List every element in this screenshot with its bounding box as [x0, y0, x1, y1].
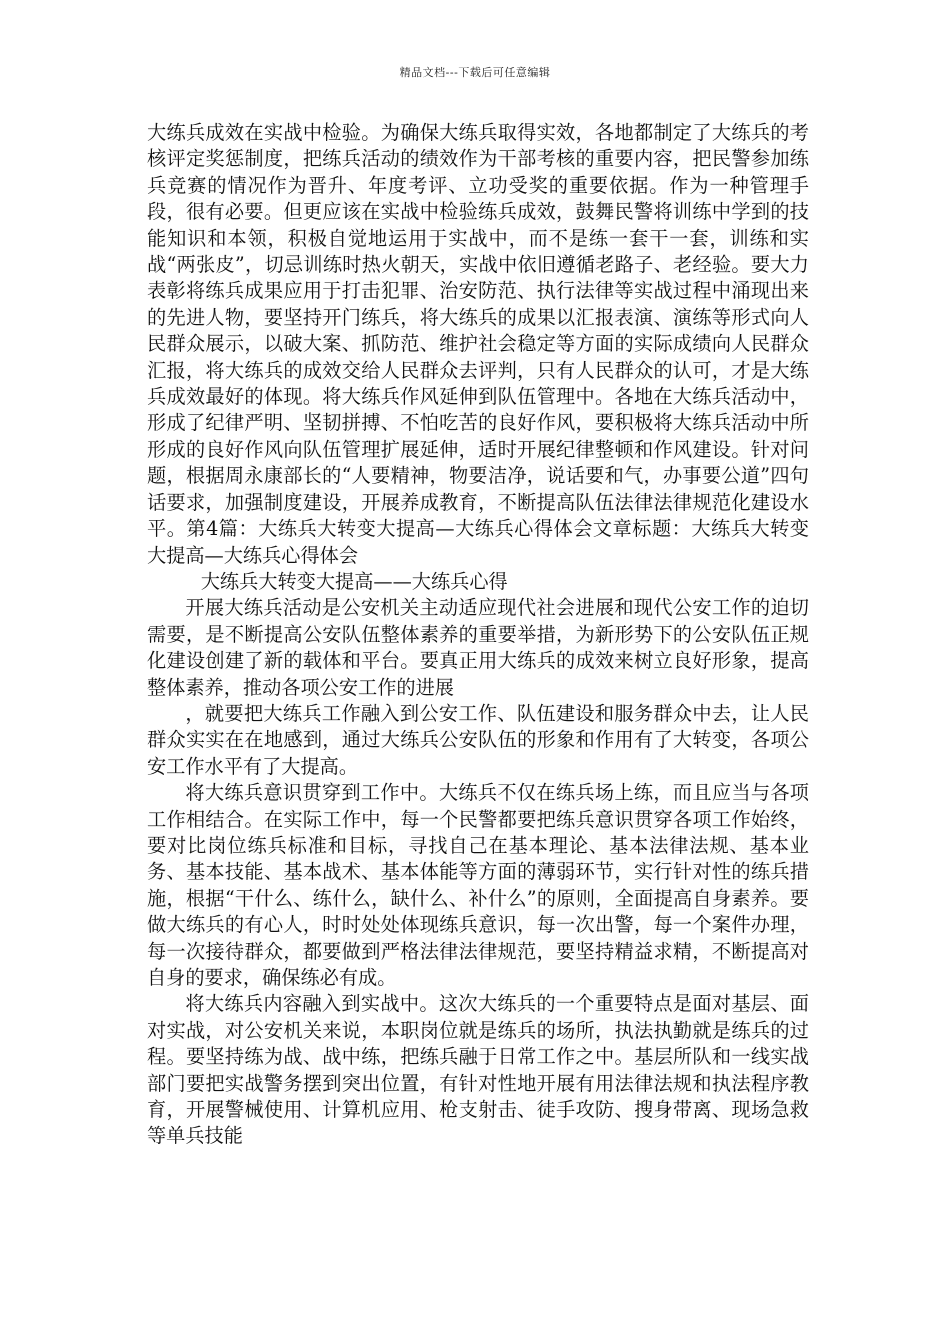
paragraph-1: 大练兵成效在实战中检验。为确保大练兵取得实效，各地都制定了大练兵的考核评定奖惩制度，把练兵活动的绩效作为干部考核的重要内容，把民警参加练兵竞赛的情况作为晋升、年度考评、立功受奖的重要依据。作为一种管理手段，很有必要。但更应该在实战中检验练兵成效，鼓舞民警将训练中学到的技能知识和本领，积极自觉地运用于实战中，而不是练一套干一套，训练和实战“两张皮”，切忌训练时热火朝天，实战中依旧遵循老路子、老经验。要大力表彰将练兵成果应用于打击犯罪、治安防范、执行法律等实战过程中涌现出来的先进人物，要坚持开门练兵，将大练兵的成果以汇报表演、演练等形式向人民群众展示，以破大案、抓防范、维护社会稳定等方面的实际成绩向人民群众汇报，将大练兵的成效交给人民群众去评判，只有人民群众的认可，才是大练兵成效最好的体现。将大练兵作风延伸到队伍管理中。各地在大练兵活动中，形成了纪律严明、坚韧拼搏、不怕吃苦的良好作风，要积极将大练兵活动中所形成的良好作风向队伍管理扩展延伸，适时开展纪律整顿和作风建设。针对问题，根据周永康部长的“人要精神，物要洁净，说话要和气，办事要公道”四句话要求，加强制度建设，开展养成教育，不断提高队伍法律法律规范化建设水平。第4篇：大练兵大转变大提高—大练兵心得体会文章标题：大练兵大转变大提高—大练兵心得体会: [147, 121, 809, 567]
page-header: 精品文档---下载后可任意编辑: [399, 66, 551, 79]
paragraph-4: 将大练兵意识贯穿到工作中。大练兵不仅在练兵场上练，而且应当与各项工作相结合。在实际工作中，每一个民警都要把练兵意识贯穿各项工作始终，要对比岗位练兵标准和目标，寻找自己在基本理论、基本法律法规、基本业务、基本技能、基本战术、基本体能等方面的薄弱环节，实行针对性的练兵措施，根据“干什么、练什么，缺什么、补什么”的原则，全面提高自身素养。要做大练兵的有心人，时时处处体现练兵意识，每一次出警，每一个案件办理，每一次接待群众，都要做到严格法律法律规范，要坚持精益求精，不断提高对自身的要求，确保练必有成。: [147, 781, 809, 989]
paragraph-5: 将大练兵内容融入到实战中。这次大练兵的一个重要特点是面对基层、面对实战，对公安机关来说，本职岗位就是练兵的场所，执法执勤就是练兵的过程。要坚持练为战、战中练，把练兵融于日常工作之中。基层所队和一线实战部门要把实战警务摆到突出位置，有针对性地开展有用法律法规和执法程序教育，开展警械使用、计算机应用、枪支射击、徒手攻防、搜身带离、现场急救等单兵技能: [147, 992, 809, 1148]
paragraph-2: 开展大练兵活动是公安机关主动适应现代社会进展和现代公安工作的迫切需要，是不断提高公安队伍整体素养的重要举措，为新形势下的公安队伍正规化建设创建了新的载体和平台。要真正用大练兵的成效来树立良好形象，提高整体素养，推动各项公安工作的进展: [147, 596, 809, 699]
paragraph-3: ，就要把大练兵工作融入到公安工作、队伍建设和服务群众中去，让人民群众实实在在地感到，通过大练兵公安队伍的形象和作用有了大转变，各项公安工作水平有了大提高。: [147, 701, 809, 778]
document-body: [147, 120, 809, 1150]
article-title: 大练兵大转变大提高——大练兵心得: [200, 569, 508, 593]
